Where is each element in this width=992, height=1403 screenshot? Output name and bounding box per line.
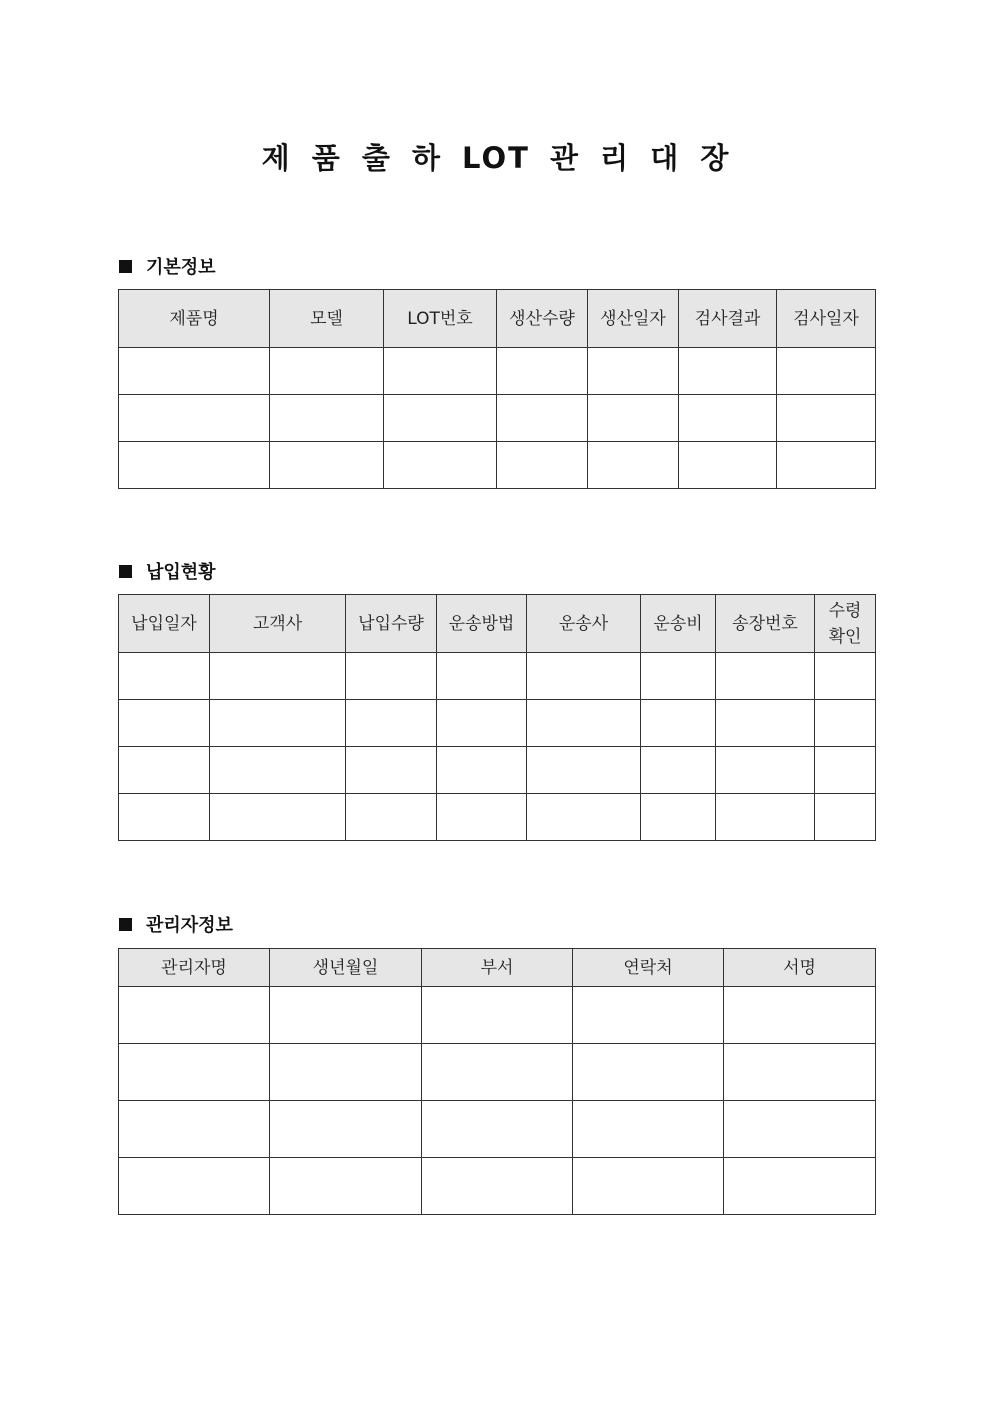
column-header: 납입일자 — [119, 595, 210, 653]
table-row — [119, 987, 876, 1044]
table-cell[interactable] — [527, 653, 641, 700]
column-header: 운송방법 — [437, 595, 527, 653]
table-cell[interactable] — [119, 442, 270, 489]
table-cell[interactable] — [270, 442, 384, 489]
table-cell[interactable] — [119, 794, 210, 841]
column-header: 수령 확인 — [815, 595, 876, 653]
column-header: 검사결과 — [679, 290, 777, 348]
table-cell[interactable] — [573, 987, 724, 1044]
table-cell[interactable] — [724, 1101, 876, 1158]
table-cell[interactable] — [346, 653, 437, 700]
column-header: 검사일자 — [777, 290, 876, 348]
table-cell[interactable] — [573, 1044, 724, 1101]
table-cell[interactable] — [119, 700, 210, 747]
table-cell[interactable] — [497, 395, 588, 442]
table-cell[interactable] — [588, 442, 679, 489]
table-cell[interactable] — [815, 700, 876, 747]
table-cell[interactable] — [270, 1044, 422, 1101]
table-cell[interactable] — [119, 1158, 270, 1215]
table-cell[interactable] — [437, 700, 527, 747]
table-cell[interactable] — [724, 987, 876, 1044]
section-heading-manager — [119, 911, 233, 937]
table-cell[interactable] — [588, 395, 679, 442]
table-cell[interactable] — [210, 794, 346, 841]
table-row — [119, 1158, 876, 1215]
table-cell[interactable] — [777, 442, 876, 489]
table-cell[interactable] — [716, 653, 815, 700]
table-cell[interactable] — [815, 794, 876, 841]
column-header: 생산수량 — [497, 290, 588, 348]
column-header: 제품명 — [119, 290, 270, 348]
table-row — [119, 794, 876, 841]
table-cell[interactable] — [210, 747, 346, 794]
table-cell[interactable] — [270, 395, 384, 442]
table-cell[interactable] — [641, 747, 716, 794]
table-cell[interactable] — [210, 653, 346, 700]
table-cell[interactable] — [437, 747, 527, 794]
table-cell[interactable] — [573, 1101, 724, 1158]
table-cell[interactable] — [573, 1158, 724, 1215]
table-cell[interactable] — [119, 1044, 270, 1101]
table-cell[interactable] — [210, 700, 346, 747]
section-heading-basic — [119, 253, 216, 279]
section-heading-delivery — [119, 558, 216, 584]
table-cell[interactable] — [270, 348, 384, 395]
table-cell[interactable] — [422, 1101, 573, 1158]
table-row — [119, 1044, 876, 1101]
table-cell[interactable] — [422, 987, 573, 1044]
table-cell[interactable] — [119, 1101, 270, 1158]
table-cell[interactable] — [815, 653, 876, 700]
column-header: 송장번호 — [716, 595, 815, 653]
table-cell[interactable] — [527, 747, 641, 794]
table-cell[interactable] — [384, 442, 497, 489]
table-cell[interactable] — [527, 794, 641, 841]
square-bullet-icon — [119, 918, 132, 931]
table-cell[interactable] — [422, 1158, 573, 1215]
table-cell[interactable] — [679, 348, 777, 395]
column-header: 운송비 — [641, 595, 716, 653]
table-row — [119, 747, 876, 794]
table-cell[interactable] — [384, 348, 497, 395]
column-header: 관리자명 — [119, 949, 270, 987]
table-cell[interactable] — [497, 442, 588, 489]
table-cell[interactable] — [270, 987, 422, 1044]
table-row — [119, 700, 876, 747]
table-cell[interactable] — [422, 1044, 573, 1101]
table-cell[interactable] — [777, 395, 876, 442]
column-header: 부서 — [422, 949, 573, 987]
manager-info-table — [118, 948, 876, 1215]
table-cell[interactable] — [527, 700, 641, 747]
table-cell[interactable] — [346, 794, 437, 841]
table-cell[interactable] — [119, 348, 270, 395]
table-header-row — [119, 595, 876, 653]
column-header: 납입수량 — [346, 595, 437, 653]
table-cell[interactable] — [119, 653, 210, 700]
table-cell[interactable] — [716, 747, 815, 794]
table-row — [119, 653, 876, 700]
basic-info-table — [118, 289, 876, 489]
column-header: 생년월일 — [270, 949, 422, 987]
table-cell[interactable] — [724, 1044, 876, 1101]
table-cell[interactable] — [641, 653, 716, 700]
delivery-status-table — [118, 594, 876, 841]
column-header: 모델 — [270, 290, 384, 348]
square-bullet-icon — [119, 260, 132, 273]
table-cell[interactable] — [119, 395, 270, 442]
table-cell[interactable] — [384, 395, 497, 442]
table-cell[interactable] — [119, 987, 270, 1044]
column-header: 서명 — [724, 949, 876, 987]
table-row — [119, 1101, 876, 1158]
table-cell[interactable] — [588, 348, 679, 395]
table-cell[interactable] — [437, 653, 527, 700]
table-cell[interactable] — [716, 794, 815, 841]
section-heading-label: 납입현황 — [146, 562, 216, 583]
table-header-row — [119, 290, 876, 348]
table-cell[interactable] — [270, 1158, 422, 1215]
table-cell[interactable] — [679, 442, 777, 489]
column-header: 연락처 — [573, 949, 724, 987]
table-cell[interactable] — [777, 348, 876, 395]
column-header: LOT번호 — [384, 290, 497, 348]
table-cell[interactable] — [716, 700, 815, 747]
table-cell[interactable] — [724, 1158, 876, 1215]
section-heading-label: 기본정보 — [146, 257, 216, 278]
square-bullet-icon — [119, 565, 132, 578]
table-cell[interactable] — [270, 1101, 422, 1158]
table-row — [119, 395, 876, 442]
table-cell[interactable] — [346, 747, 437, 794]
column-header: 고객사 — [210, 595, 346, 653]
table-cell[interactable] — [497, 348, 588, 395]
table-row — [119, 442, 876, 489]
document-title: 제 품 출 하 LOT 관 리 대 장 — [261, 141, 731, 175]
table-cell[interactable] — [641, 794, 716, 841]
table-cell[interactable] — [437, 794, 527, 841]
table-cell[interactable] — [815, 747, 876, 794]
column-header: 생산일자 — [588, 290, 679, 348]
table-row — [119, 348, 876, 395]
table-cell[interactable] — [679, 395, 777, 442]
table-cell[interactable] — [641, 700, 716, 747]
section-heading-label: 관리자정보 — [146, 915, 233, 936]
table-cell[interactable] — [346, 700, 437, 747]
table-cell[interactable] — [119, 747, 210, 794]
table-header-row — [119, 949, 876, 987]
column-header: 운송사 — [527, 595, 641, 653]
